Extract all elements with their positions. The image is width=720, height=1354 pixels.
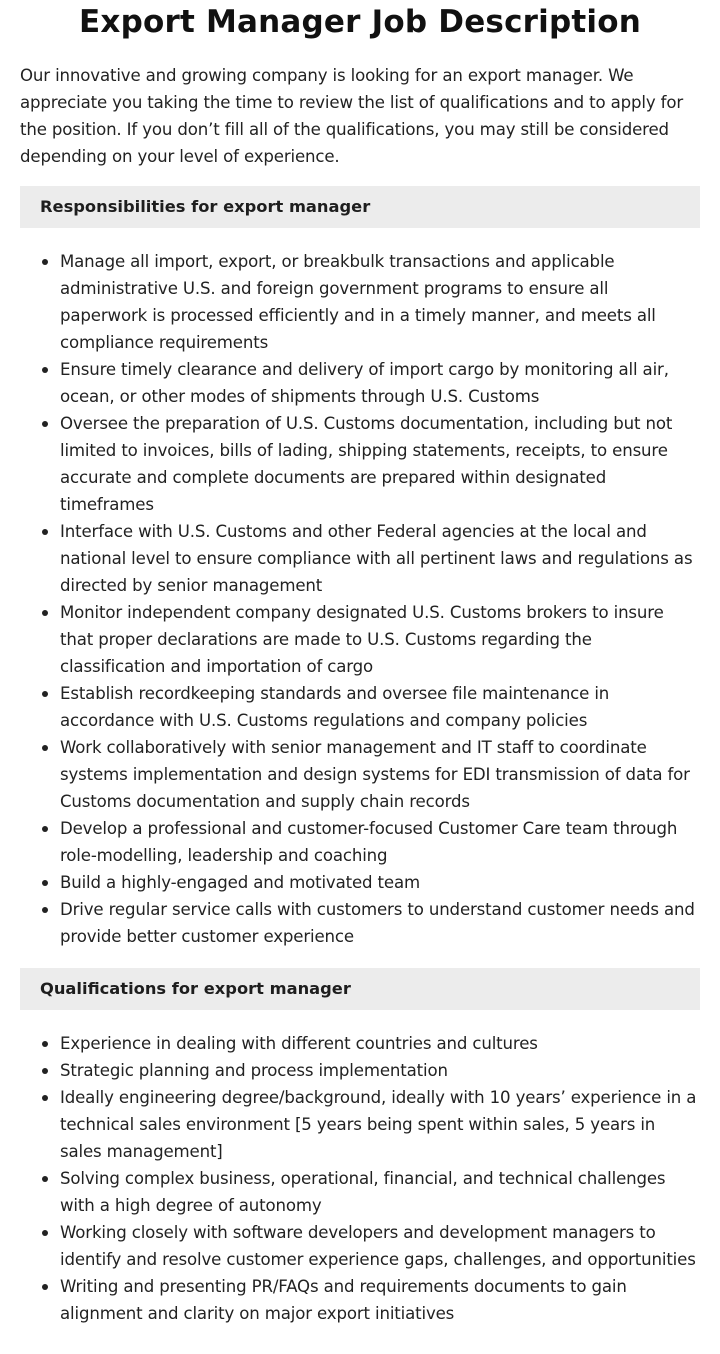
list-item: Solving complex business, operational, financial, and technical challenges with a high degree of autonomy (60, 1165, 700, 1219)
list-item: Establish recordkeeping standards and oversee file maintenance in accordance with U.S. Customs regulations and company policies (60, 680, 700, 734)
list-item: Strategic planning and process implementation (60, 1057, 700, 1084)
list-item: Build a highly-engaged and motivated team (60, 869, 700, 896)
intro-paragraph: Our innovative and growing company is looking for an export manager. We appreciate you taking the time to review the list of qualifications and to apply for the position. If you don’t fill all of the qualifications, you may still be considered depending on your level of experience. (20, 66, 684, 166)
list-item: Develop a professional and customer-focused Customer Care team through role-modelling, leadership and coaching (60, 815, 700, 869)
qualifications-list (20, 1030, 700, 1327)
list-item: Writing and presenting PR/FAQs and requirements documents to gain alignment and clarity on major export initiatives (60, 1273, 700, 1327)
list-item: Drive regular service calls with customers to understand customer needs and provide better customer experience (60, 896, 700, 950)
list-item: Experience in dealing with different countries and cultures (60, 1030, 700, 1057)
list-item: Working closely with software developers and development managers to identify and resolve customer experience gaps, challenges, and opportunities (60, 1219, 700, 1273)
list-item: Ideally engineering degree/background, ideally with 10 years’ experience in a technical sales environment [5 years being spent within sales, 5 years in sales management] (60, 1084, 700, 1165)
list-item: Oversee the preparation of U.S. Customs documentation, including but not limited to invoices, bills of lading, shipping statements, receipts, to ensure accurate and complete documents are prepared within designated timeframes (60, 410, 700, 518)
responsibilities-header: Responsibilities for export manager (20, 186, 700, 228)
list-item: Interface with U.S. Customs and other Federal agencies at the local and national level to ensure compliance with all pertinent laws and regulations as directed by senior management (60, 518, 700, 599)
list-item: Ensure timely clearance and delivery of import cargo by monitoring all air, ocean, or other modes of shipments through U.S. Customs (60, 356, 700, 410)
qualifications-header: Qualifications for export manager (20, 968, 700, 1010)
responsibilities-list (20, 248, 700, 950)
list-item: Monitor independent company designated U.S. Customs brokers to insure that proper declarations are made to U.S. Customs regarding the classification and importation of cargo (60, 599, 700, 680)
list-item: Manage all import, export, or breakbulk transactions and applicable administrative U.S. and foreign government programs to ensure all paperwork is processed efficiently and in a timely manner, and meets all compliance requirements (60, 248, 700, 356)
list-item: Work collaboratively with senior management and IT staff to coordinate systems implementation and design systems for EDI transmission of data for Customs documentation and supply chain records (60, 734, 700, 815)
page-title: Export Manager Job Description (79, 4, 641, 40)
